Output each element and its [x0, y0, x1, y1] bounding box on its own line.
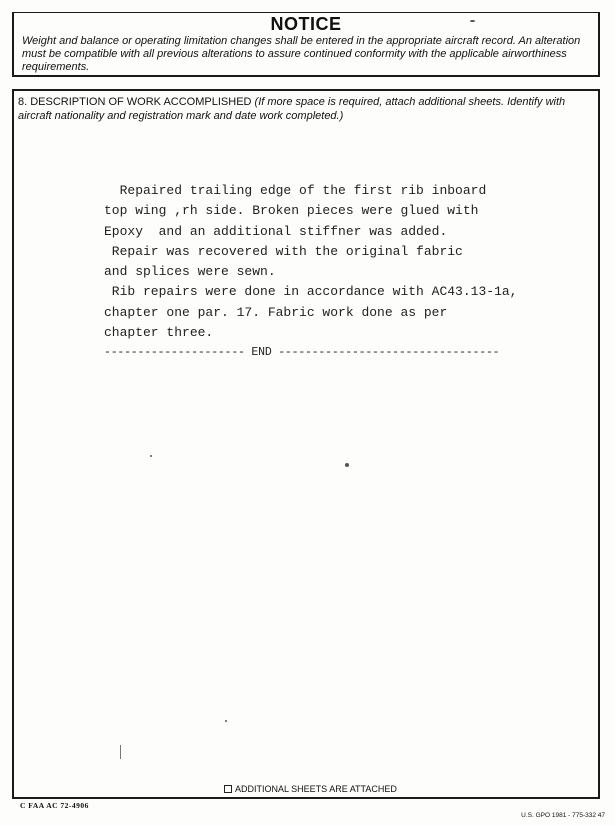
notice-text: Weight and balance or operating limitation changes shall be entered in the appropriate aircraft record. An alteration must be compatible with all previous alterations to assure continued conformity with the applicable airworthiness requirements. — [22, 35, 581, 73]
additional-sheets-checkbox[interactable] — [224, 785, 232, 793]
notice-title: NOTICE — [270, 14, 342, 34]
gpo-imprint: U.S. GPO 1981 - 775-332 47 — [521, 812, 605, 819]
scan-speck — [120, 745, 121, 759]
work-section-heading: 8. DESCRIPTION OF WORK ACCOMPLISHED — [18, 96, 252, 108]
work-line: top wing ,rh side. Broken pieces were glued with — [104, 203, 479, 219]
work-line: Rib repairs were done in accordance with AC43.13-1a, — [104, 284, 518, 300]
additional-sheets-label: ADDITIONAL SHEETS ARE ATTACHED — [235, 784, 397, 794]
work-line: chapter three. — [104, 325, 214, 341]
work-line: chapter one par. 17. Fabric work done as per — [104, 304, 448, 320]
scan-speck — [225, 720, 227, 722]
work-section-header — [18, 95, 592, 123]
additional-sheets-indicator — [224, 784, 397, 794]
scan-speck — [150, 455, 152, 457]
work-section-instruction: (If more space is required, attach additional sheets. Identify with aircraft nationality and registration mark and date work completed.) — [18, 96, 566, 122]
end-marker-line: --------------------- END --------------------------------- — [104, 346, 500, 360]
work-line: and splices were sewn. — [104, 264, 276, 280]
scan-speck — [470, 20, 475, 22]
work-line: Repair was recovered with the original fabric — [104, 243, 463, 259]
work-line: Repaired trailing edge of the first rib inboard — [104, 183, 487, 198]
scan-speck — [345, 463, 349, 467]
work-description-box — [12, 89, 600, 799]
work-description-text — [104, 181, 574, 364]
work-line: Epoxy and an additional stiffner was added. — [104, 223, 448, 239]
form-number: C FAA AC 72-4906 — [20, 801, 89, 810]
notice-box — [12, 12, 600, 77]
